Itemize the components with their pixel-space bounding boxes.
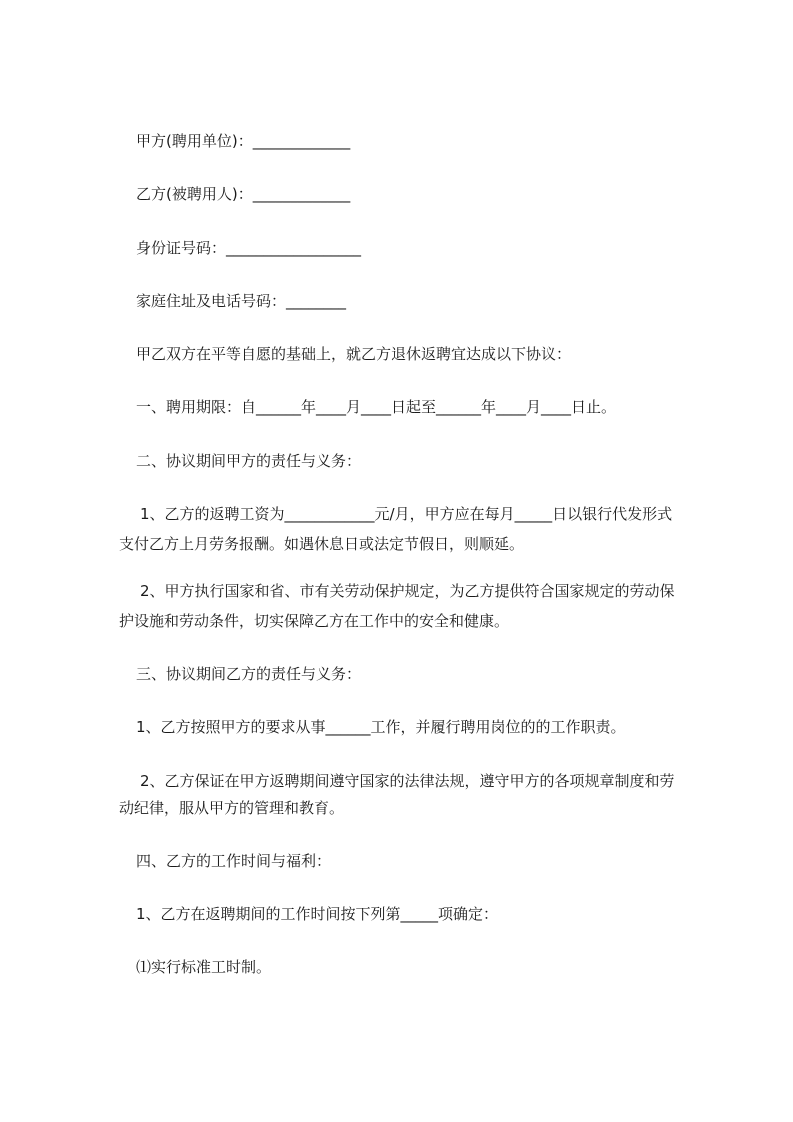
address-phone-line: 家庭住址及电话号码：________ bbox=[136, 292, 347, 310]
section-2-heading: 二、协议期间甲方的责任与义务： bbox=[136, 452, 362, 470]
party-b-line: 乙方(被聘用人)：_____________ bbox=[136, 185, 351, 203]
id-number-line: 身份证号码：__________________ bbox=[136, 239, 362, 257]
section-4-item-1-option-1: ⑴实行标准工时制。 bbox=[136, 958, 272, 976]
section-2-item-1-line-2: 支付乙方上月劳务报酬。如遇休息日或法定节假日，则顺延。 bbox=[119, 535, 525, 553]
section-4-item-1: 1、乙方在返聘期间的工作时间按下列第_____项确定： bbox=[136, 905, 499, 923]
section-3-item-2-line-1: 2、乙方保证在甲方返聘期间遵守国家的法律法规，遵守甲方的各项规章制度和劳 bbox=[140, 772, 675, 790]
section-3-item-2-line-2: 动纪律，服从甲方的管理和教育。 bbox=[119, 799, 345, 817]
section-3-item-1: 1、乙方按照甲方的要求从事______工作，并履行聘用岗位的的工作职责。 bbox=[136, 718, 626, 736]
section-2-item-2-line-2: 护设施和劳动条件，切实保障乙方在工作中的安全和健康。 bbox=[119, 612, 510, 630]
party-a-line: 甲方(聘用单位)：_____________ bbox=[136, 132, 351, 150]
section-1-term: 一、聘用期限：自______年____月____日起至______年____月____日止。 bbox=[136, 398, 617, 416]
section-4-heading: 四、乙方的工作时间与福利： bbox=[136, 852, 332, 870]
section-2-item-1-line-1: 1、乙方的返聘工资为____________元/月，甲方应在每月_____日以银行代发形式 bbox=[140, 505, 673, 523]
agreement-intro: 甲乙双方在平等自愿的基础上，就乙方退休返聘宜达成以下协议： bbox=[136, 345, 572, 363]
section-3-heading: 三、协议期间乙方的责任与义务： bbox=[136, 665, 362, 683]
section-2-item-2-line-1: 2、甲方执行国家和省、市有关劳动保护规定，为乙方提供符合国家规定的劳动保 bbox=[140, 582, 675, 600]
